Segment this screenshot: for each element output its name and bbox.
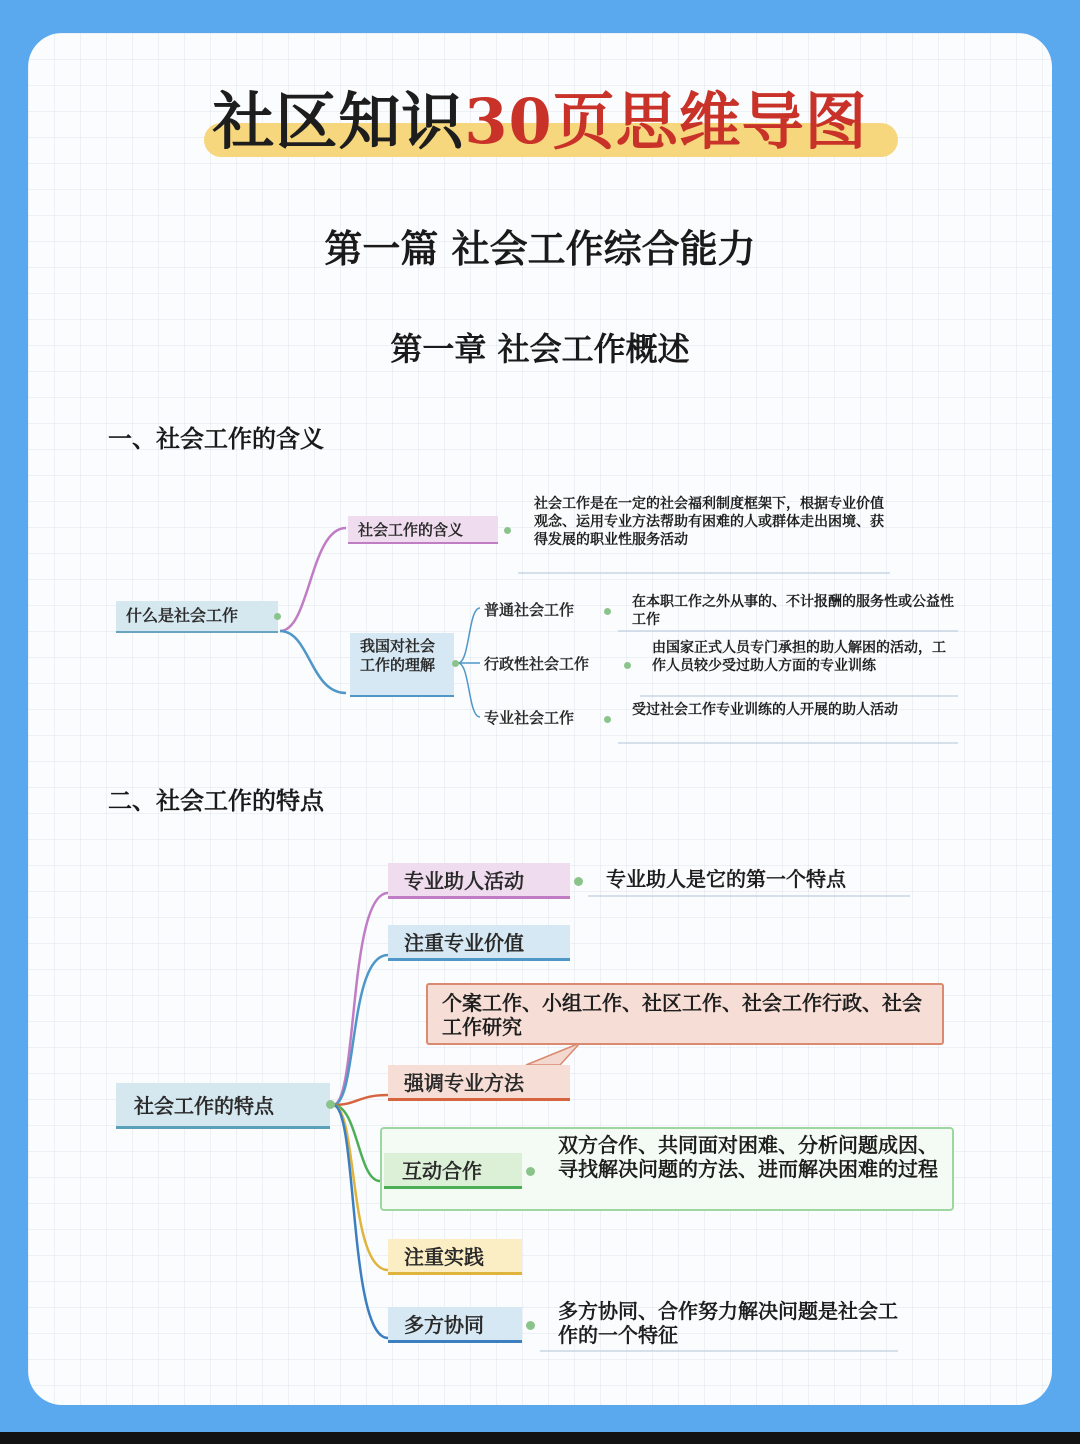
root-connector-dot [274, 613, 281, 620]
desc-multi-party: 多方协同、合作努力解决问题是社会工作的一个特征 [558, 1299, 898, 1347]
desc-professional-social-work: 受过社会工作专业训练的人开展的助人活动 [632, 702, 898, 718]
callout-professional-methods: 个案工作、小组工作、社区工作、社会工作行政、社会工作研究 [426, 983, 944, 1045]
branch-professional-values: 注重专业价值 [388, 925, 570, 961]
desc-social-work-meaning: 社会工作是在一定的社会福利制度框架下，根据专业价值观念、运用专业方法帮助有困难的人或群体走出困境、获得发展的职业性服务活动 [534, 496, 884, 548]
branch-multi-party: 多方协同 [388, 1307, 522, 1343]
desc-administrative-social-work: 由国家正式人员专门承担的助人解困的活动，工作人员较少受过助人方面的专业训练 [652, 640, 946, 674]
desc-professional-help: 专业助人是它的第一个特点 [606, 867, 846, 891]
content-card [28, 33, 1052, 1405]
general-connector-dot [604, 608, 611, 615]
branch-multi-party-dot [526, 1321, 535, 1330]
branch-interactive-cooperation-dot [526, 1167, 535, 1176]
branch-professional-help: 专业助人活动 [388, 863, 570, 899]
meaning-connector-dot [504, 527, 511, 534]
features-root-dot [326, 1100, 335, 1109]
node-china-understanding: 我国对社会工作的理解 [350, 633, 454, 697]
node-general-social-work: 普通社会工作 [484, 601, 575, 619]
title-main: 社区知识 [212, 85, 465, 158]
part-title: 第一篇 社会工作综合能力 [324, 227, 756, 271]
section1-heading: 一、社会工作的含义 [108, 425, 324, 453]
understanding-connector-dot [452, 660, 459, 667]
root-node-what-is-social-work: 什么是社会工作 [116, 601, 278, 633]
node-social-work-meaning: 社会工作的含义 [348, 516, 498, 544]
section2-heading: 二、社会工作的特点 [108, 787, 324, 815]
administrative-connector-dot [624, 662, 631, 669]
title-highlight-text: 30页思维导图 [464, 85, 868, 158]
branch-interactive-cooperation: 互动合作 [384, 1153, 522, 1189]
chapter-title: 第一章 社会工作概述 [390, 330, 690, 368]
branch-practice: 注重实践 [388, 1239, 522, 1275]
desc-general-social-work: 在本职工作之外从事的、不计报酬的服务性或公益性工作 [632, 594, 954, 628]
node-professional-social-work: 专业社会工作 [484, 709, 575, 727]
root-node-social-work-features: 社会工作的特点 [116, 1083, 330, 1129]
professional-connector-dot [604, 716, 611, 723]
branch-professional-help-dot [574, 877, 583, 886]
bottom-strip [0, 1432, 1080, 1444]
node-administrative-social-work: 行政性社会工作 [484, 655, 590, 673]
branch-professional-methods: 强调专业方法 [388, 1065, 570, 1101]
desc-interactive-cooperation: 双方合作、共同面对困难、分析问题成因、寻找解决问题的方法、进而解决困难的过程 [558, 1133, 938, 1181]
